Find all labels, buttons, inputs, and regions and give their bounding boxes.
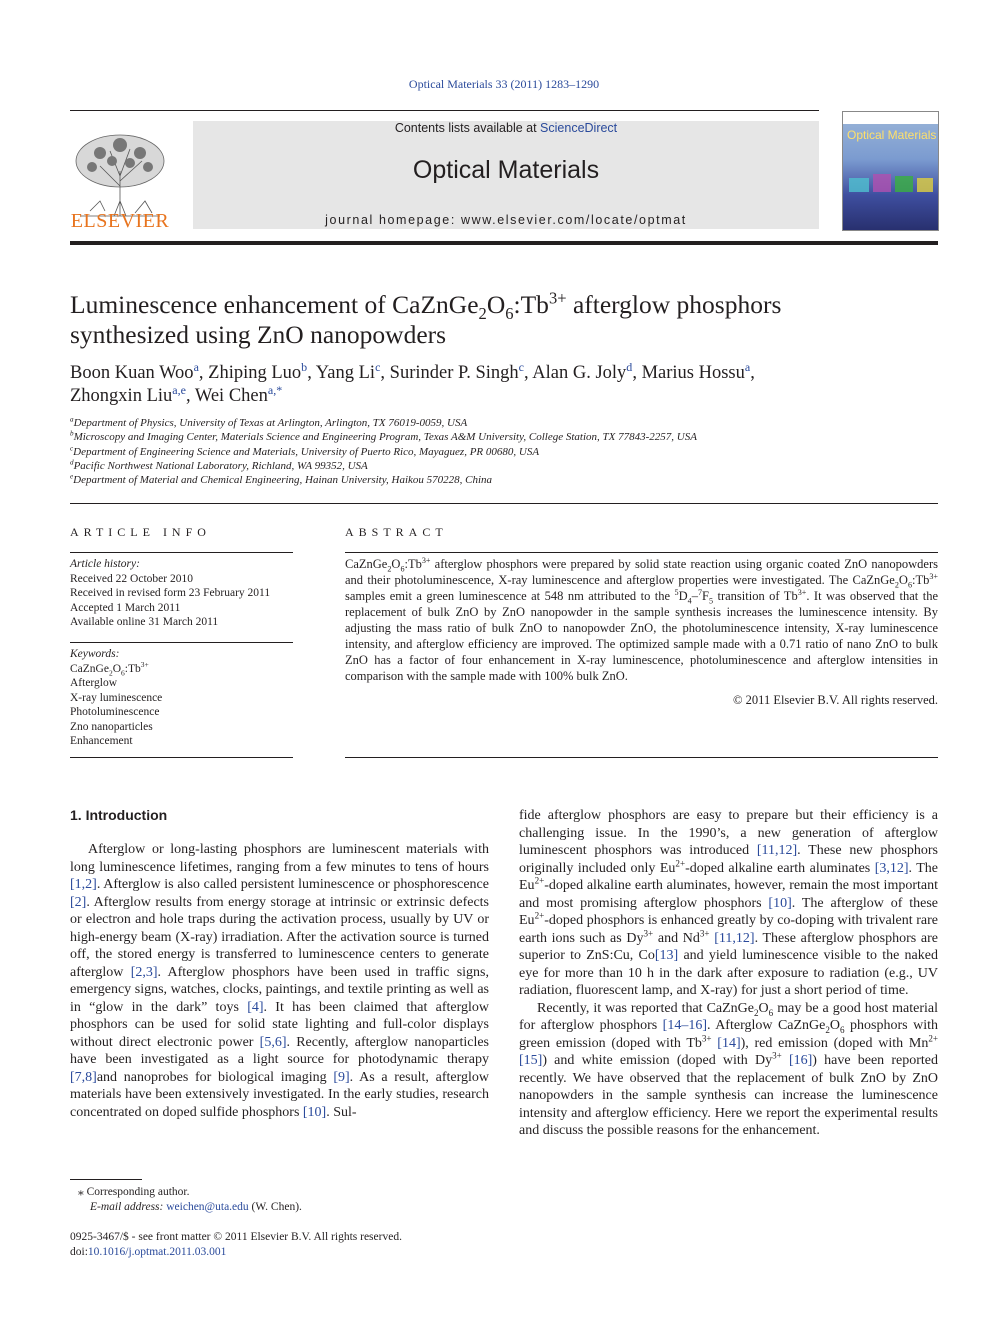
affiliation: $^a$Department of Physics, University of Texas at Arlington, Arlington, TX 76019-0059, USA — [70, 415, 468, 429]
citation-link[interactable]: [2,3] — [130, 964, 158, 980]
copyright: © 2011 Elsevier B.V. All rights reserved. — [733, 693, 938, 707]
citation-link[interactable]: [5,6] — [259, 1034, 287, 1050]
journal-cover-image — [842, 111, 939, 231]
rule — [70, 552, 293, 553]
page-footer: 0925-3467/$ - see front matter © 2011 Elsevier B.V. All rights reserved. doi:10.1016/j.optmat.2011.03.001 — [70, 1231, 402, 1258]
citation-link[interactable]: [14–16] — [662, 1018, 707, 1033]
citation-link[interactable]: [1,2] — [70, 877, 97, 892]
citation-link[interactable]: [9] — [333, 1069, 350, 1085]
rule — [345, 757, 938, 758]
section-heading-introduction: 1. Introduction — [70, 807, 168, 823]
affiliation-rule — [70, 503, 938, 504]
author-list: Boon Kuan Woo$^a$, Zhiping Luo$^b$, Yang Li$^c$, Surinder P. Singh$^c$, Alan G. Joly$^d$, Marius Hossu$^a$, Zhongxin Liu$^{a,e}$, Wei Chen$^{a,*}$ — [70, 359, 755, 406]
abstract-heading: ABSTRACT — [345, 525, 448, 539]
footnote-rule — [70, 1179, 142, 1180]
journal-title: Optical Materials — [412, 156, 600, 184]
citation-link[interactable]: [7,8] — [70, 1069, 97, 1085]
citation-link[interactable]: [14] — [717, 1035, 741, 1051]
author[interactable]: Marius Hossu — [641, 363, 745, 383]
author[interactable]: Boon Kuan Woo — [70, 363, 194, 383]
author[interactable]: Yang Li — [315, 363, 376, 383]
email-link[interactable]: weichen@uta.edu — [166, 1201, 249, 1213]
affiliation: $^b$Microscopy and Imaging Center, Materials Science and Engineering Program, Texas A&M University, College Station, TX 77843-2257, USA — [70, 429, 697, 443]
abstract-text: $CaZnGe_2O_6:Tb^{3+}$ afterglow phosphors were prepared by solid state reaction using organic coated ZnO nanopowders and their photoluminescence, X-ray luminescence and afterglow properties were investigated. The $CaZnGe_2O_6:Tb^{3+}$ samples emit a green luminescence at 548 nm attributed to the $^5D_4-^7F_5$ transition of $Tb^{3+}$. It was observed that the replacement of bulk ZnO by ZnO nanopowder in the sample synthesis increases the luminescence intensity. By adjusting the mass ratio of bulk ZnO to nanopowder ZnO, the photoluminescence intensity, X-ray luminescence intensity, and afterglow efficiency are improved. The optimized sample made with a 0.71 ratio of nano ZnO to bulk ZnO has a factor of four enhancement in X-ray luminescence, photoluminescence and afterglow intensities in comparison with the sample made with 100% bulk ZnO. © 2011 Elsevier B.V. All rights reserved. — [345, 555, 938, 707]
publisher-name: ELSEVIER — [70, 210, 170, 232]
citation-link[interactable]: [4] — [247, 999, 264, 1015]
doi-link[interactable]: 10.1016/j.optmat.2011.03.001 — [87, 1246, 227, 1258]
footnote: ⁎ Corresponding author. E-mail address: weichen@uta.edu (W. Chen). — [78, 1186, 302, 1213]
journal-reference[interactable]: Optical Materials 33 (2011) 1283–1290 — [408, 77, 600, 91]
affiliation: $^e$Department of Material and Chemical Engineering, Hainan University, Haikou 570228, China — [70, 472, 493, 486]
rule — [70, 642, 293, 643]
author[interactable]: Wei Chen — [194, 386, 268, 406]
contents-line — [193, 121, 819, 135]
citation-link[interactable]: [10] — [302, 1104, 327, 1120]
footnote-star: ⁎ — [78, 1186, 84, 1198]
citation-link[interactable]: [11,12] — [714, 930, 755, 946]
citation-link[interactable]: [16] — [788, 1053, 813, 1068]
author[interactable]: Zhiping Luo — [208, 363, 302, 383]
citation-link[interactable]: [11,12] — [756, 843, 798, 858]
author[interactable]: Zhongxin Liu — [70, 386, 173, 406]
article-history: Article history: Received 22 October 2010 Received in revised form 23 February 2011 Accepted 1 March 2011 Available online 31 March 2011 — [70, 558, 271, 628]
intro-right-column: fide afterglow phosphors are easy to prepare but their efficiency is a challenging issue. In the 1990’s, a new generation of afterglow luminescent phosphors was introduced [11,12]. These new phosphors originally included only $Eu^{2+}$-doped alkaline earth aluminates [3,12]. The $Eu^{2+}$-doped alkaline earth aluminates, however, remain the most important and most promising afterglow phosphors [10]. The afterglow of these $Eu^{2+}$-doped phosphors is enhanced greatly by co-doping with trivalent rare earth ions such as $Dy^{3+}$ and $Nd^{3+}$ [11,12]. These afterglow phosphors are superior to ZnS:Cu, Co[13] and yield luminescence visible to the naked eye for more than 10 h in the dark after exposure to radiation (e.g., UV radiation, fluorescent lamp, and X-ray) for just a short period of time. Recently, it was reported that $CaZnGe_2O_6$ may be a good host material for afterglow phosphors [14–16]. Afterglow $CaZnGe_2O_6$ phosphors with green emission (doped with $Tb^{3+}$ [14]), red emission (doped with $Mn^{2+}$ [15]) and white emission (doped with $Dy^{3+}$ [16]) have been reported recently. We have observed that the replacement of bulk ZnO by ZnO nanopowders in the sample synthesis can increase the luminescence intensity and afterglow efficiency. Here we report the experimental results and discuss the possible reasons for the enhancement. — [519, 808, 939, 1138]
affiliation: $^c$Department of Engineering Science and Materials, University of Puerto Rico, Mayaguez, PR 00680, USA — [70, 444, 540, 458]
masthead-rule — [70, 241, 938, 245]
affiliation: $^d$Pacific Northwest National Laboratory, Richland, WA 99352, USA — [70, 458, 368, 472]
top-rule — [70, 110, 819, 111]
keywords: Keywords: $CaZnGe_2O_6:Tb^{3+}$ Afterglow X-ray luminescence Photoluminescence Zno nanoparticles Enhancement — [70, 648, 163, 747]
cover-title: Optical Materials — [847, 128, 937, 142]
intro-left-column: Afterglow or long-lasting phosphors are luminescent materials with long luminescence lifetimes, ranging from a few minutes to tens of hours [1,2]. Afterglow is also called persistent luminescence or phosphorescence [2]. Afterglow results from energy storage at intrinsic or extrinsic defects or electron and hole traps during the activation process, usually by UV or high-energy beam (X-ray) irradiation. After the activation source is turned off, the stored energy is transferred to luminescence centers to generate afterglow [2,3]. Afterglow phosphors have been used in traffic signs, emergency signs, watches, clocks, paintings, and textile printing as well as in “glow in the dark” toys [4]. It has been claimed that afterglow phosphors can be used for solid state lighting and full-color displays without direct electronic power [5,6]. Recently, afterglow nanoparticles have been investigated as a light source for photodynamic therapy [7,8]and nanoprobes for biological imaging [9]. As a result, afterglow materials have been extensively investigated. In the early studies, research concentrated on doped sulfide phosphors [10]. Sul- — [70, 842, 490, 1120]
article-title: Luminescence enhancement of $CaZnGe_2O_6:Tb^{3+}$ afterglow phosphors synthesized using ZnO nanopowders — [70, 288, 782, 349]
journal-homepage[interactable]: journal homepage: www.elsevier.com/locate/optmat — [325, 213, 687, 227]
citation-link[interactable]: [10] — [768, 895, 792, 911]
rule — [70, 757, 293, 758]
author[interactable]: Alan G. Joly — [532, 363, 627, 383]
citation-link[interactable]: [15] — [519, 1053, 543, 1068]
rule — [345, 552, 938, 553]
author[interactable]: Surinder P. Singh — [389, 363, 519, 383]
citation-link[interactable]: [13] — [654, 948, 679, 963]
citation-link[interactable]: [2] — [70, 894, 87, 910]
sciencedirect-link[interactable]: ScienceDirect — [540, 121, 618, 135]
article-info-heading: ARTICLE INFO — [70, 525, 211, 539]
citation-link[interactable]: [3,12] — [874, 860, 909, 876]
contents-prefix: Contents lists available at — [394, 121, 541, 135]
